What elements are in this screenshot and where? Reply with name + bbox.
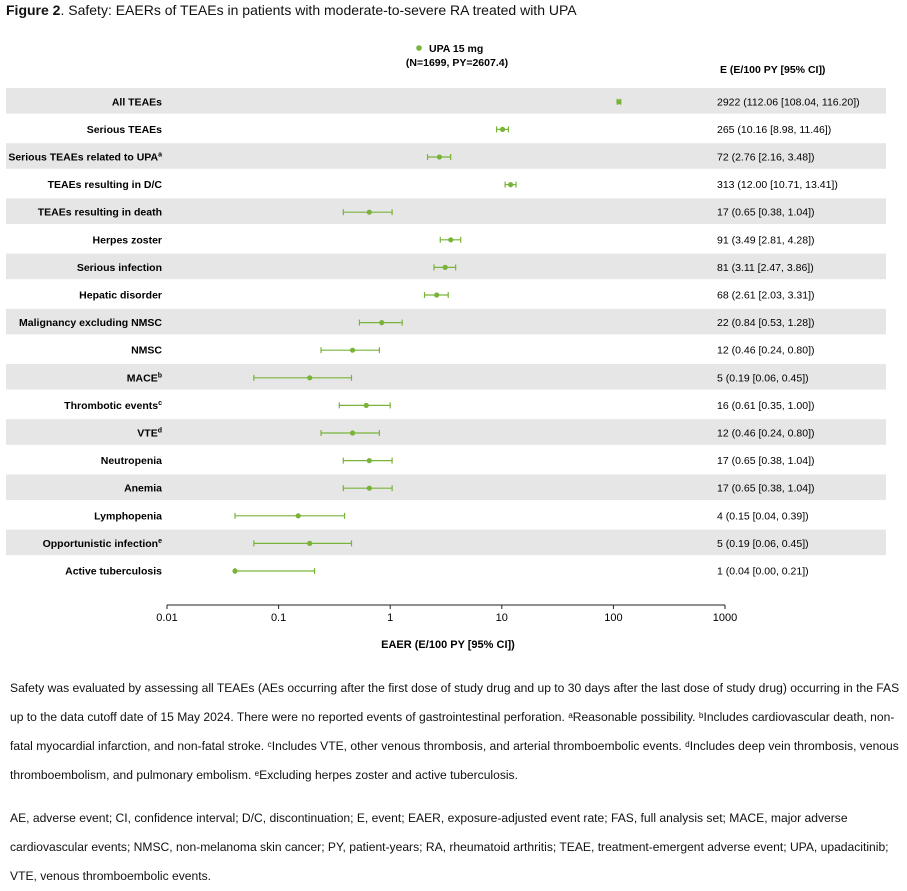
row-label [94,510,162,522]
legend-marker [416,45,422,51]
row-label-text: Opportunistic infection [42,537,159,550]
row-label-footnote-marker: a [158,151,162,159]
row-value-text: 1 (0.04 [0.00, 0.21]) [717,565,809,578]
point-estimate [307,541,312,546]
row-label-text: TEAEs resulting in death [37,206,162,219]
legend-sublabel: (N=1699, PY=2607.4) [405,57,509,69]
point-estimate [367,458,372,463]
right-column-header: E (E/100 PY [95% CI]) [720,64,826,76]
row-label-text: Herpes zoster [92,234,162,247]
point-estimate [296,513,301,518]
row-value-text: 313 (12.00 [10.71, 13.41]) [717,179,838,192]
x-tick-label: 0.1 [270,612,287,624]
forest-row [93,234,815,246]
row-label [112,96,162,108]
row-label [124,483,162,495]
footnote-text: Safety was evaluated by assessing all TEAEs (AEs occurring after the first dose of study drug and up to 30 days after the last dose of study drug) occurring in the FAS up to the data cutoff date of 15 May 2024. There were no reported events of gastrointestinal perforation. ᵃReasonable possibility. ᵇIncludes cardiovascular death, non-fatal myocardial infarction, and non-fatal stroke. ᶜIncludes VTE, other venous thrombosis, and arterial thromboembolic events. ᵈIncludes deep vein thrombosis, venous thromboembolism, and pulmonary embolism. ᵉExcluding herpes zoster and active tuberculosis. [10,681,900,782]
legend [406,43,508,69]
row-label-text: Hepatic disorder [79,289,162,302]
figure-title-text: . Safety: EAERs of TEAEs in patients with moderate-to-severe RA treated with UPA [60,2,577,18]
row-label [79,290,162,302]
row-label [19,317,162,329]
row-label-text: TEAEs resulting in D/C [47,179,162,192]
row-value-text: 265 (10.16 [8.98, 11.46]) [717,123,832,136]
row-value-text: 12 (0.46 [0.24, 0.80]) [717,427,815,440]
row-label [87,124,162,136]
row-label-text: Malignancy excluding NMSC [19,317,162,330]
point-estimate [616,99,621,104]
row-value-text: 12 (0.46 [0.24, 0.80]) [717,344,815,357]
row-value-text: 22 (0.84 [0.53, 1.28]) [717,317,815,330]
point-estimate [350,348,355,353]
forest-row [101,455,815,467]
row-value-text: 16 (0.61 [0.35, 1.00]) [717,399,815,412]
row-label [43,538,163,550]
point-estimate [367,210,372,215]
forest-row [65,566,809,578]
row-label-footnote-marker: d [157,427,162,435]
row-label-footnote-marker: b [157,372,162,380]
row-value-text: 4 (0.15 [0.04, 0.39]) [717,510,809,523]
row-value-text: 72 (2.76 [2.16, 3.48]) [717,151,815,164]
row-label-text: Serious TEAEs related to UPA [8,151,159,164]
row-label-text: Serious infection [76,261,162,274]
row-label [93,234,162,246]
point-estimate [367,486,372,491]
row-label-footnote-marker: e [158,537,162,545]
forest-row [131,345,814,357]
row-label-text: NMSC [131,344,162,357]
row-label [127,372,162,384]
forest-row [64,400,814,412]
x-axis [156,605,737,624]
row-label-text: Active tuberculosis [65,565,162,578]
forest-row [94,510,809,522]
row-label [64,400,162,412]
row-value-text: 68 (2.61 [2.03, 3.31]) [717,289,815,302]
point-estimate [508,182,513,187]
row-value-text: 91 (3.49 [2.81, 4.28]) [717,234,815,247]
point-estimate [307,375,312,380]
row-label [65,566,162,578]
point-estimate [448,237,453,242]
row-label-text: Thrombotic events [64,399,159,412]
point-estimate [232,568,237,573]
x-tick-label: 10 [495,612,508,624]
row-label-footnote-marker: c [158,399,162,407]
row-label [8,152,162,164]
row-label-text: All TEAEs [111,96,162,109]
forest-row [87,124,832,136]
row-value-text: 17 (0.65 [0.38, 1.04]) [717,455,815,468]
point-estimate [379,320,384,325]
point-estimate [437,154,442,159]
row-label [101,455,162,467]
row-value-text: 5 (0.19 [0.06, 0.45]) [717,372,809,385]
point-estimate [500,127,505,132]
abbreviations-text: AE, adverse event; CI, confidence interval; D/C, discontinuation; E, event; EAER, exposure-adjusted event rate; FAS, full analysis set; MACE, major adverse cardiovascular events; NMSC, non-melanoma skin cancer; PY, patient-years; RA, rheumatoid arthritis; TEAE, treatment-emergent adverse event; UPA, upadacitinib; VTE, venous thromboembolic events. [10,811,889,883]
row-label-text: Neutropenia [100,455,162,468]
row-label-text: Anemia [124,482,162,495]
x-tick-label: 0.01 [156,612,178,624]
row-value-text: 2922 (112.06 [108.04, 116.20]) [717,96,860,109]
row-value-text: 5 (0.19 [0.06, 0.45]) [717,537,809,550]
figure-label: Figure 2 [6,2,61,18]
row-label-text: Serious TEAEs [86,123,162,136]
point-estimate [434,292,439,297]
row-value-text: 17 (0.65 [0.38, 1.04]) [717,206,815,219]
row-label [48,179,163,191]
row-label-text: VTE [137,427,158,440]
x-tick-label: 100 [604,612,623,624]
x-tick-label: 1 [387,612,394,624]
row-label [77,262,162,274]
point-estimate [364,403,369,408]
legend-label: UPA 15 mg [429,43,484,55]
row-label-text: MACE [126,372,158,385]
row-value-text: 81 (3.11 [2.47, 3.86]) [717,261,814,274]
x-tick-label: 1000 [712,612,738,624]
point-estimate [443,265,448,270]
x-axis-label: EAER (E/100 PY [95% CI]) [381,639,515,651]
forest-row [79,290,814,302]
row-label-text: Lymphopenia [94,510,162,523]
row-label [131,345,162,357]
point-estimate [350,430,355,435]
forest-row [48,179,838,191]
row-value-text: 17 (0.65 [0.38, 1.04]) [717,482,815,495]
row-label [38,207,162,219]
